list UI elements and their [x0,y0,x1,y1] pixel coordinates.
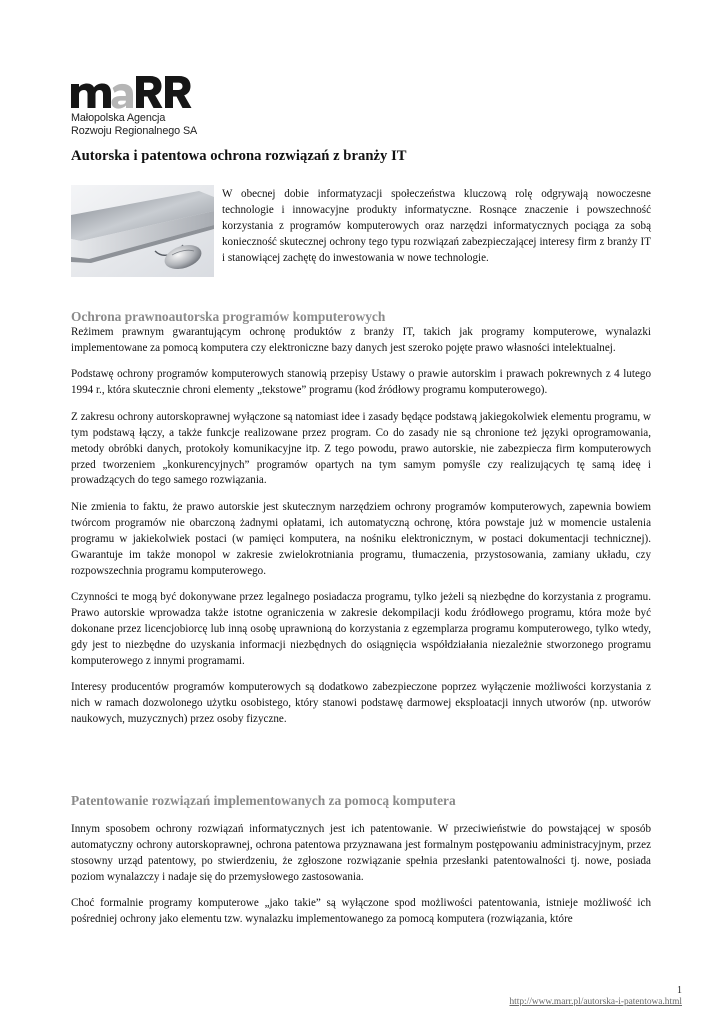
paragraph: Choć formalnie programy komputerowe „jako takie” są wyłączone spod możliwości patentowania, istnieje możliwość ich pośredniej ochrony jako elementu tzw. wynalazku implementowanego za pomocą komputera (rozwiązania, które [71,897,651,926]
paragraph: Interesy producentów programów komputerowych są dodatkowo zabezpieczone poprzez wyłączenie możliwości korzystania z nich w ramach dozwolonego użytku osobistego, który stanowi podstawę darmowej eksploatacji innych utworów (np. utworów naukowych, muzycznych) przez osoby fizyczne. [71,681,651,725]
section-patents [71,822,651,939]
logo-subtitle-line2: Rozwoju Regionalnego SA [71,124,198,137]
logo-subtitle [71,112,211,137]
page-number: 1 [677,985,682,996]
paragraph: Czynności te mogą być dokonywane przez legalnego posiadacza programu, tylko jeżeli są niezbędne do korzystania z programu. Prawo autorskie wprowadza także istotne ograniczenia w zakresie dekompilacji kodu źródłowego programu, która może być dokonane przez licencjobiorcę lub inną osobę uprawnioną do korzystania z egzemplarza programu komputerowego, tylko wtedy, gdy jest to niezbędne do uzyskania informacji niezbędnych do osiągnięcia współdziałania niezależnie stworzonego programu komputerowego z innymi programami. [71,591,651,667]
document-title: Autorska i patentowa ochrona rozwiązań z branży IT [71,148,407,164]
paragraph: Nie zmienia to faktu, że prawo autorskie jest skutecznym narzędziem ochrony programów komputerowych, zapewnia bowiem twórcom programów nie obarczoną żadnymi opłatami, ich automatyczną ochronę, która powstaje już w momencie ustalenia programu w jakiekolwiek postaci (w pamięci komputera, na nośniku elektronicznym, w postaci dokumentacji technicznej). Gwarantuje im także monopol w zakresie zwielokrotniania programu, tłumaczenia, przystosowania, zamiany układu, czy rozpowszechnia programu komputerowego. [71,500,651,577]
paragraph: Reżimem prawnym gwarantującym ochronę produktów z branży IT, takich jak programy komputerowe, wynalazki implementowane za pomocą komputera czy elektroniczne bazy danych jest szeroko pojęte prawo własności intelektualnej. [71,326,651,354]
paragraph: Z zakresu ochrony autorskoprawnej wyłączone są natomiast idee i zasady będące podstawą jakiegokolwiek elementu programu, w tym podstawą łączy, a także funkcje realizowane przez program. Co do zasady nie są chronione też języki oprogramowania, metody obróbki danych, protokoły komunikacyjne itp. Z tego powodu, prawo autorskie, nie zabezpiecza firm komputerowych przed tworzeniem „konkurencyjnych” programów opartych na tym samym pomyśle czy realizujących tę samą ideę i prowadzących do tego samego rozwiązania. [71,410,651,487]
section-copyright [71,325,651,739]
section-heading-copyright: Ochrona prawnoautorska programów komputerowych [71,309,386,324]
section-heading-patents: Patentowanie rozwiązań implementowanych za pomocą komputera [71,793,456,808]
paragraph: Podstawę ochrony programów komputerowych stanowią przepisy Ustawy o prawie autorskim i prawach pokrewnych z 4 lutego 1994 r., która skutecznie chroni elementy „tekstowe” programu (kod źródłowy programu komputerowego). [71,368,651,397]
logo-subtitle-line1: Małopolska Agencja [71,112,166,124]
intro-paragraph: W obecnej dobie informatyzacji społeczeństwa kluczową rolę odgrywają nowoczesne technologie i innowacyjne produkty informatyczne. Rosnące znaczenie i powszechność korzystania z programów komputerowych oraz narzędzi informatycznych pociąga za sobą konieczność skutecznej ochrony tego typu rozwiązań zabezpieczającej interesy firm z branży IT i stanowiącej zachętę do inwestowania w nowe technologie. [222,188,651,264]
marr-logo [71,70,211,137]
laptop-mouse-photo [71,185,214,277]
logo-wordmark [71,70,211,110]
paragraph: Innym sposobem ochrony rozwiązań informatycznych jest ich patentowanie. W przeciwieństwie do powstającej w sposób automatyczny ochrony autorskoprawnej, ochrona patentowa przyznawana jest formalnym postępowaniu administracyjnym, przez stosowny urząd patentowy, po stwierdzeniu, że zgłoszone rozwiązanie spełnia przesłanki patentowalności tj. nowe, posiada poziom wynalazczy i nadaje się do przemysłowego zastosowania. [71,823,651,883]
footer-source-link[interactable]: http://www.marr.pl/autorska-i-patentowa.html [509,997,682,1007]
